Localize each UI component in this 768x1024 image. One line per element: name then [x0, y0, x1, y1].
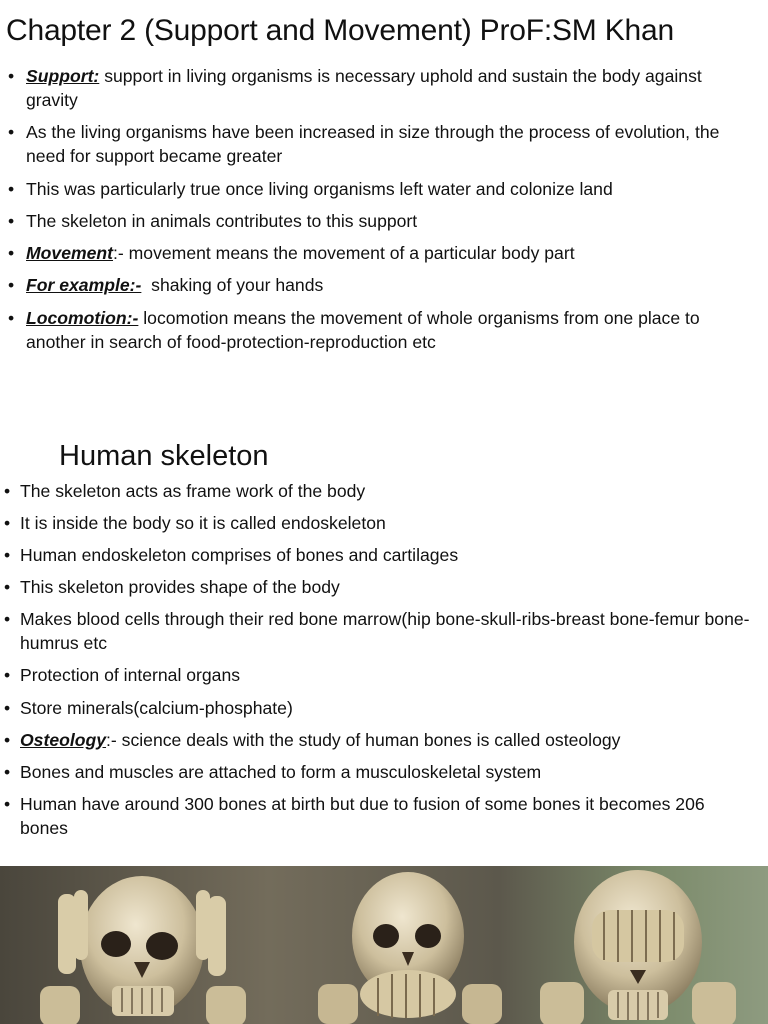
bullet-item — [4, 792, 754, 840]
bullet-term: Locomotion:- — [26, 307, 139, 328]
bullet-text: :- movement means the movement of a particular body part — [113, 243, 575, 264]
bullet-item — [8, 241, 750, 265]
bullet-text: support in living organisms is necessary uphold and sustain the body against gravity — [26, 66, 702, 110]
skull-figure-left — [40, 876, 246, 1024]
bullet-separator — [141, 275, 151, 295]
bullet-text: Human have around 300 bones at birth but due to fusion of some bones it becomes 206 bones — [20, 793, 705, 838]
bullet-item — [8, 209, 750, 233]
skull-figurines-photo — [0, 866, 768, 1024]
bullet-list — [8, 64, 750, 362]
slide-human-skeleton — [0, 436, 768, 862]
bullet-item — [4, 511, 754, 535]
bullet-text: This skeleton provides shape of the body — [20, 577, 340, 598]
bullet-term: For example:- — [26, 275, 142, 296]
bullet-text: Makes blood cells through their red bone marrow(hip bone-skull-ribs-breast bone-femur bone-humrus etc — [20, 609, 750, 654]
bullet-term: Movement — [26, 243, 114, 264]
bullet-item — [4, 696, 754, 720]
bullet-item — [4, 760, 754, 784]
bullet-text: locomotion means the movement of whole organisms from one place to another in search of food-protection-reproduction etc — [26, 307, 700, 352]
bullet-term: Osteology — [20, 729, 107, 750]
bullet-term: Support: — [26, 66, 100, 86]
bullet-item — [8, 177, 750, 201]
bullet-item — [4, 663, 754, 687]
bullet-text: The skeleton in animals contributes to this support — [26, 210, 418, 231]
skull-figurines-image — [0, 866, 768, 1024]
bullet-item — [4, 543, 754, 567]
bullet-item — [4, 479, 754, 503]
slide-title: Human skeleton — [59, 440, 269, 472]
bullet-text: :- science deals with the study of human bones is called osteology — [106, 729, 621, 750]
bullet-text: It is inside the body so it is called endoskeleton — [20, 513, 386, 534]
bullet-list — [4, 479, 754, 848]
bullet-text: shaking of your hands — [151, 275, 324, 296]
bullet-item — [8, 120, 750, 168]
bullet-text: Bones and muscles are attached to form a musculoskeletal system — [20, 761, 542, 782]
bullet-text: The skeleton acts as frame work of the body — [20, 481, 366, 501]
bullet-item — [8, 64, 750, 112]
bullet-text: Store minerals(calcium-phosphate) — [20, 697, 293, 718]
bullet-item — [8, 273, 750, 297]
bullet-text: Protection of internal organs — [20, 665, 241, 686]
bullet-item — [8, 306, 750, 354]
bullet-item — [4, 728, 754, 752]
bullet-text: Human endoskeleton comprises of bones and cartilages — [20, 545, 459, 566]
bullet-item — [4, 607, 754, 655]
bullet-item — [4, 575, 754, 599]
slide-title: Chapter 2 (Support and Movement) ProF:SM Khan — [6, 14, 674, 47]
slide-support-and-movement — [0, 0, 768, 430]
bullet-text: As the living organisms have been increased in size through the process of evolution, the need for support became greater — [26, 122, 720, 167]
bullet-text: This was particularly true once living organisms left water and colonize land — [26, 178, 613, 199]
